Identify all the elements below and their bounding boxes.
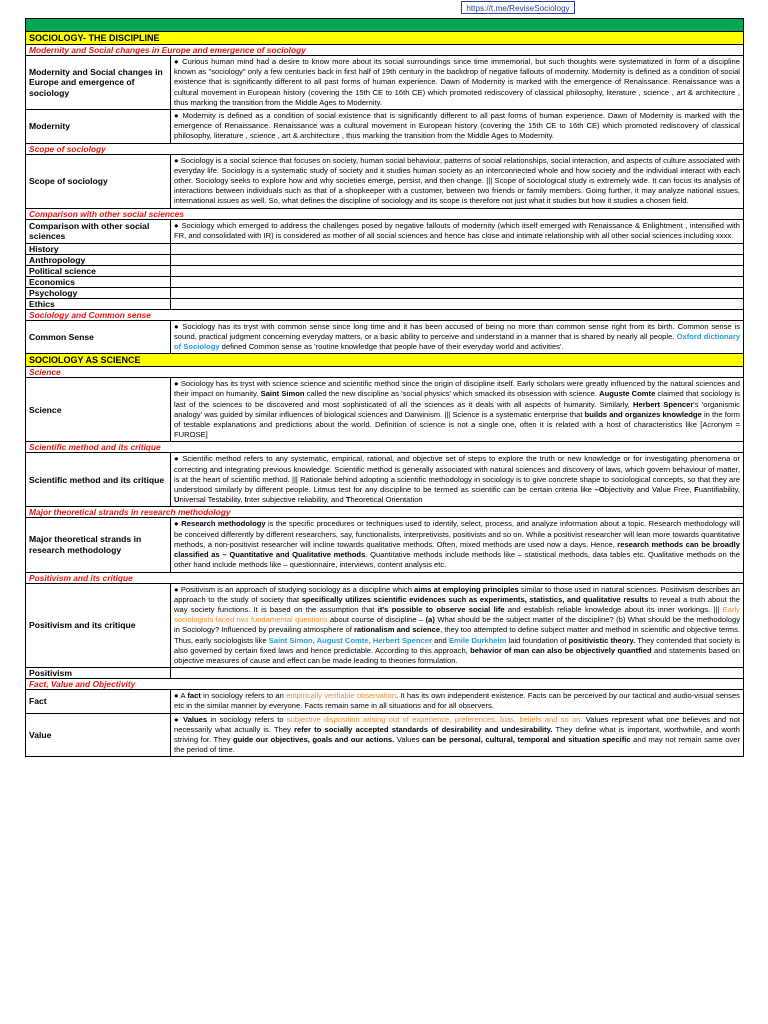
row-label-scope: Scope of sociology (26, 154, 171, 208)
discipline-political-science-text (171, 265, 744, 276)
bold-span: specifically utilizes scientific evidences such as experiments, statistics, and qualitative results (301, 594, 649, 604)
row-label-fact: Fact (26, 690, 171, 713)
row-label-comparison: Comparison with other social sciences (26, 219, 171, 243)
bold-span: positivistic theory. (568, 635, 636, 645)
discipline-psychology: Psychology (26, 287, 171, 298)
subheading-comparison: Comparison with other social sciences (26, 208, 744, 219)
text-span: similar to those used in natural sciences. Positivism describes an approach to the study of society that (174, 584, 741, 604)
row-text-positivism (171, 668, 744, 679)
row-text-modernity-social-changes: ● Curious human mind had a desire to know more about its social surroundings since time immemorial, but such thoughts were systematized in form of a discipline known as "sociology" only a few centuries back in first half of 19th century in the backdrop of negative fallouts of modernity. Modernity is defined as a condition of social existence that is significantly different to all past forms of human experience. Dawn of Modernity is marked with the emergence of Renaissance. Renaissance was a cultural movement in European history (covering the 15th CE to 16th CE) which promoted rediscovery of classical philosophy, literature , science , art & architecture , thus marking the transition from the Middle Ages to Modernity. (171, 56, 744, 110)
text-span: . It has its own independent existence. Facts can be perceived by our tactical and audio-visual senses etc in the similar manner by everyone. Facts remain same in all situations and for all observers. (174, 691, 740, 711)
subheading-scope: Scope of sociology (26, 143, 744, 154)
discipline-economics-text (171, 276, 744, 287)
text-span: What should be the subject matter of the discipline? (b) What should be the methodology in Sociology? Influenced by prevailing atmosphere of (174, 615, 741, 635)
discipline-economics: Economics (26, 276, 171, 287)
row-label-modernity-social-changes: Modernity and Social changes in Europe and emergence of sociology (26, 56, 171, 110)
text-span: 's 'organismic analogy' was guided by similar influences of biological sciences and Darwinism. ||| Science is a systematic enterprise that (174, 399, 740, 419)
row-text-research-methodology (171, 518, 744, 572)
bold-span: Auguste Comte (599, 389, 656, 399)
row-text-modernity: ● Modernity is defined as a condition of social existence that is significantly different to all past forms of human experience. Dawn of Modernity is marked with the emergence of Renaissance. Renaissance was a cultural movement in European history (covering the 15th CE to 16th CE) which promoted rediscovery of classical philosophy, literature , science , art & architecture , thus marking the transition from the Middle Ages to Modernity. (171, 110, 744, 144)
notes-table (25, 18, 744, 757)
bold-span: guide our objectives, goals and our actions. (233, 734, 395, 744)
orange-span: subjective disposition arising out of experience, preferences, bias, beliefs and so on. (286, 714, 583, 724)
text-span: Values (394, 734, 423, 744)
highlight-oxford: Oxford dictionary of Sociology (174, 331, 740, 352)
text-span: and establish reliable knowledge about its inner workings. ||| (504, 604, 723, 614)
discipline-history-text (171, 243, 744, 254)
bold-span: T (345, 495, 351, 505)
text-span: uantifiability, (698, 485, 740, 495)
subheading-positivism: Positivism and its critique (26, 572, 744, 583)
text-span: is the specific procedures or techniques used to identify, select, process, and analyze information about a topic. Research methodology will be conceived differently by different researchers, say, functionalists, interpretivists, positivists and so on. While a positivist researcher will lean more towards quantitative methods, a non-positivist researcher will incline towards qualitative methods. Often, mixed methods are used now a days. Hence, (174, 519, 740, 549)
section-header-discipline: SOCIOLOGY- THE DISCIPLINE (26, 32, 744, 45)
bold-span: can be personal, cultural, temporal and situation specific (422, 734, 631, 744)
bold-span: behavior of man can also be objectively quantfied (470, 645, 652, 655)
subheading-scientific-method: Scientific method and its critique (26, 442, 744, 453)
text-span: ● Scientific method refers to any systematic, empirical, rational, and objective set of steps to explore the truth or new knowledge or for investigating phenomena or correcting and integrating previous knowledge. Scientific method is generally associated with natural sciences and discovery of laws, which govern behaviour of matter, is at the heart of scientific method. ||| Rationale behind adopting a scientific methodology in sociology is to give concrete shape to sociological concepts, so that they are understood similarly by different people. Litmus test for any discipline to be termed as scientific can be certain criteria like (174, 454, 740, 495)
text-span: nter subjective reliability, and (246, 495, 346, 505)
text-span: and statements based on objective measures of cause and effect can be made leading to theories formulation. (174, 645, 741, 665)
text-span: They contended that society is also governed by certain fixed laws and hence predictable. According to this approach, (174, 635, 740, 655)
text-span: ● Positivism is an approach of studying sociology as a discipline which (174, 584, 415, 594)
text-span: and may not remain same over the period of time. (174, 734, 740, 755)
row-text-value (171, 713, 744, 757)
row-text-fact (171, 690, 744, 713)
row-label-positivism: Positivism (26, 668, 171, 679)
discipline-anthropology-text (171, 254, 744, 265)
row-text-science (171, 378, 744, 442)
row-label-scientific-method: Scientific method and its critique (26, 453, 171, 507)
bold-span: –O (594, 485, 605, 495)
text-span: bjectivity and Value Free, (604, 485, 695, 495)
bold-span: refer to socially accepted standards of desirability and undesirability. (294, 724, 553, 734)
row-label-science: Science (26, 378, 171, 442)
text-span: in sociology refers to (207, 714, 287, 724)
row-label-modernity: Modernity (26, 110, 171, 144)
row-label-positivism-critique: Positivism and its critique (26, 583, 171, 668)
row-text-scope: ● Sociology is a social science that focuses on society, human social behaviour, patterns of social relationships, social interaction, and aspects of culture associated with everyday life. Sociology is a systematic study of society and it studies human society as an interconnected whole and how society and the individual interact with each other. Sociology seeks to explore how and why societies emerge, persist, and then change. ||| Scope of sociological study is extremely wide. It can focus its analysis of interactions between individuals such as that of a shopkeeper with a customer, between two friends or family members. Going further, it may analyze national issues, international issues as well. So, what defines the discipline of sociology and its scope is therefore not just what it studies but how it studies a chosen field. (171, 154, 744, 208)
blue-span: Emile Durkheim (448, 635, 507, 645)
row-label-research-methodology: Major theoretical strands in research methodology (26, 518, 171, 572)
section-header-science: SOCIOLOGY AS SCIENCE (26, 354, 744, 367)
bold-span: I (244, 495, 247, 505)
row-text-comparison: ● Sociology which emerged to address the challenges posed by negative fallouts of modernity (which itself emerged with Renaissance & Enlightment , intensified with FR, and consolidated with IR) is considered as mother of all social sciences and hence has close and intimate relationship with all other social sciences including xxxx. (171, 219, 744, 243)
bold-span: U (174, 495, 180, 505)
row-label-value: Value (26, 713, 171, 757)
text-span: heoretical Orientation (350, 495, 423, 505)
bold-span: (a) (425, 615, 435, 625)
text-span: Values represent what one believes and not necessarily what actually is. They (174, 714, 740, 734)
bold-span: it's possible to observe social life (377, 604, 505, 614)
text-span: They define what is important, worthwhile, and worth striving for. They (174, 724, 740, 744)
text-span: in sociology refers to an (200, 691, 287, 701)
text-span: about course of discipline – (327, 615, 426, 625)
row-label-common-sense: Common Sense (26, 320, 171, 354)
subheading-fact-value: Fact, Value and Objectivity (26, 679, 744, 690)
text-span: called the new discipline as 'social physics' which smacked its obsession with science. (304, 389, 600, 399)
blue-span: Saint Simon, August Comte, Herbert Spencer (268, 635, 432, 645)
text-span: ● A (174, 691, 188, 701)
discipline-political-science: Political science (26, 265, 171, 276)
text-span: niversal Testability, (179, 495, 245, 505)
row-text-scientific-method (171, 453, 744, 507)
text-span: defined Common sense as 'routine knowledge that people have of their everyday world and activities'. (219, 342, 564, 352)
bold-span: Values (183, 714, 208, 724)
text-span: ● Sociology has its tryst with science science and scientific method since the origin of discipline itself. Early scholars were greatly influenced by the natural sciences and their impact on humanity. (174, 379, 740, 399)
subheading-research-methodology: Major theoretical strands in research methodology (26, 507, 744, 518)
text-span: ● Sociology has its tryst with common sense since long time and it has been accused of being no more than common sense right from its birth. Common sense is sound, practical judgment concerning everyday matters, or a basic ability to perceive and understand in a manner that is shared by nearly all people. (174, 321, 740, 341)
bold-span: aims at employing principles (414, 584, 519, 594)
bold-span: fact (187, 691, 201, 701)
text-span: , they too attempted to define subject matter and method in scientific and objective terms. Thus, early sociologists like (174, 625, 740, 645)
text-span: laid foundation of (506, 635, 569, 645)
row-text-positivism-critique (171, 583, 744, 668)
bold-span: Herbert Spencer (633, 399, 694, 409)
text-span: in the form of testable explanations and predictions about the world. Definition of science is not a single one, often it is related with a host of characteristics like [Acronym = FUROSE] (174, 409, 740, 440)
discipline-psychology-text (171, 287, 744, 298)
bold-span: F (694, 485, 699, 495)
bold-span: research methods can be broadly classified as – Quantitative and Qualitative methods (174, 539, 740, 560)
discipline-anthropology: Anthropology (26, 254, 171, 265)
text-span: and (431, 635, 449, 645)
telegram-link[interactable]: https://t.me/ReviseSociology (461, 1, 575, 14)
discipline-ethics-text (171, 298, 744, 309)
orange-span: empirically verifiable observation (286, 691, 397, 701)
row-text-common-sense (171, 320, 744, 354)
text-span: ● (174, 714, 184, 724)
discipline-history: History (26, 243, 171, 254)
subheading-common-sense: Sociology and Common sense (26, 309, 744, 320)
bold-span: rationalism and science (353, 625, 441, 635)
discipline-ethics: Ethics (26, 298, 171, 309)
subheading-science: Science (26, 367, 744, 378)
bold-span: ● Research methodology (174, 519, 266, 529)
bold-span: builds and organizes knowledge (584, 409, 702, 419)
orange-span: Early sociologists faced two fundamental questions (174, 604, 740, 625)
text-span: . Quantitative methods include methods like – statistical methods, data tables etc. Qualitative methods on the other hand include methods like – questionnaire, interviews, content analysis etc. (174, 550, 741, 570)
text-span: to reveal a truth about the way society functions. It is based on the assumption that (174, 594, 741, 614)
subheading-modernity: Modernity and Social changes in Europe and emergence of sociology (26, 45, 744, 56)
text-span: claimed that sociology is last of the sciences to be discovered and most sophisticated of all the sciences as it deals with all aspects of humanity. Similarly, (174, 389, 740, 409)
bold-span: Saint Simon (260, 389, 305, 399)
green-banner (26, 19, 744, 32)
